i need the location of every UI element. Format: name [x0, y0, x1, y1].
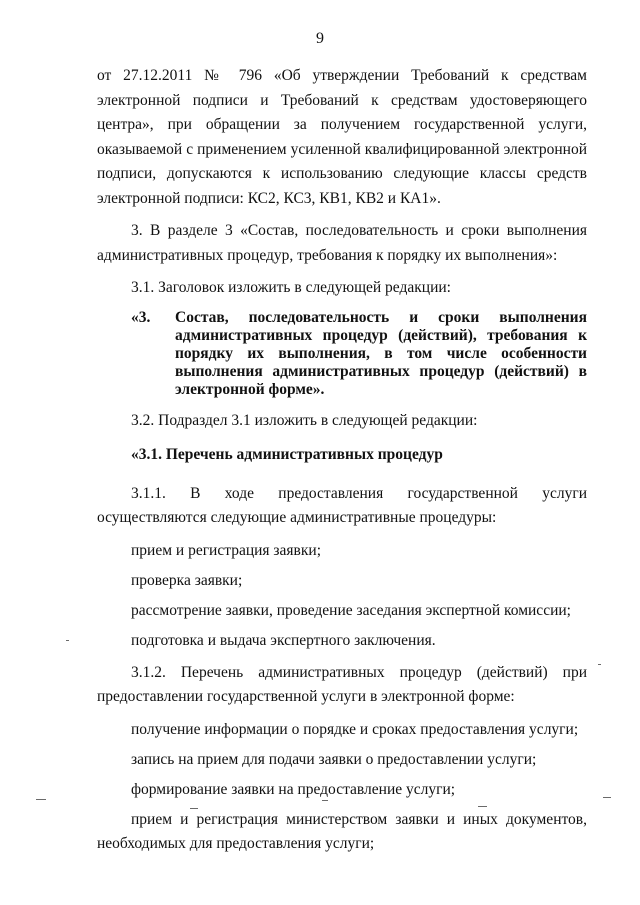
list-item: формирование заявки на предоставление услуги;	[131, 780, 456, 798]
list-item: получение информации о порядке и сроках предоставления услуги;	[131, 720, 579, 738]
scan-artifact	[478, 806, 487, 807]
list-item: запись на прием для подачи заявки о предоставлении услуги;	[131, 750, 537, 768]
clause-3-1-2: 3.1.2. Перечень административных процедур (действий) при предоставлении государственной услуги в электронной форме:	[97, 663, 587, 705]
paragraph-signature-requirements: от 27.12.2011 № 796 «Об утверждении Требований к средствам электронной подписи и Требований к средствам удостоверяющего центра», при обращении за получением государственной услуги, оказываемой с применением усиленной квалифицированной электронной подписи, допускаются к использованию следующие классы средств электронной подписи: КС2, КС3, КВ1, КВ2 и КА1».	[97, 67, 587, 207]
list-item: проверка заявки;	[131, 571, 243, 589]
scan-artifact	[36, 799, 46, 800]
paragraph-section-3-intro: 3. В разделе 3 «Состав, последовательность и сроки выполнения административных процедур, требования к порядку их выполнения»:	[97, 222, 587, 264]
scan-artifact	[603, 797, 611, 798]
section-3-heading-text: Состав, последовательность и сроки выполнения административных процедур (действий), требования к порядку их выполнения, в том числе особенности выполнения административных процедур (действий) в электронной форме».	[175, 308, 587, 398]
section-3-heading	[97, 309, 587, 399]
document-body	[97, 64, 587, 856]
scan-artifact	[190, 808, 198, 809]
paragraph-subsection-instruction: 3.2. Подраздел 3.1 изложить в следующей редакции:	[131, 411, 478, 429]
scan-artifact	[66, 640, 69, 641]
subsection-3-1-heading: «3.1. Перечень административных процедур	[131, 446, 443, 463]
list-item: прием и регистрация министерством заявки и иных документов, необходимых для предоставления услуги;	[97, 810, 587, 852]
scan-artifact	[322, 800, 328, 801]
scan-artifact	[598, 664, 601, 665]
section-3-heading-number: «3.	[131, 308, 151, 326]
page-number: 9	[316, 30, 324, 47]
list-item: рассмотрение заявки, проведение заседания экспертной комиссии;	[131, 601, 571, 619]
list-item: прием и регистрация заявки;	[131, 541, 322, 559]
clause-3-1-1: 3.1.1. В ходе предоставления государственной услуги осуществляются следующие административные процедуры:	[97, 484, 587, 526]
procedures-list	[97, 539, 587, 653]
electronic-procedures-list	[97, 718, 587, 856]
paragraph-heading-instruction: 3.1. Заголовок изложить в следующей редакции:	[131, 279, 451, 296]
list-item: подготовка и выдача экспертного заключения.	[131, 631, 436, 649]
